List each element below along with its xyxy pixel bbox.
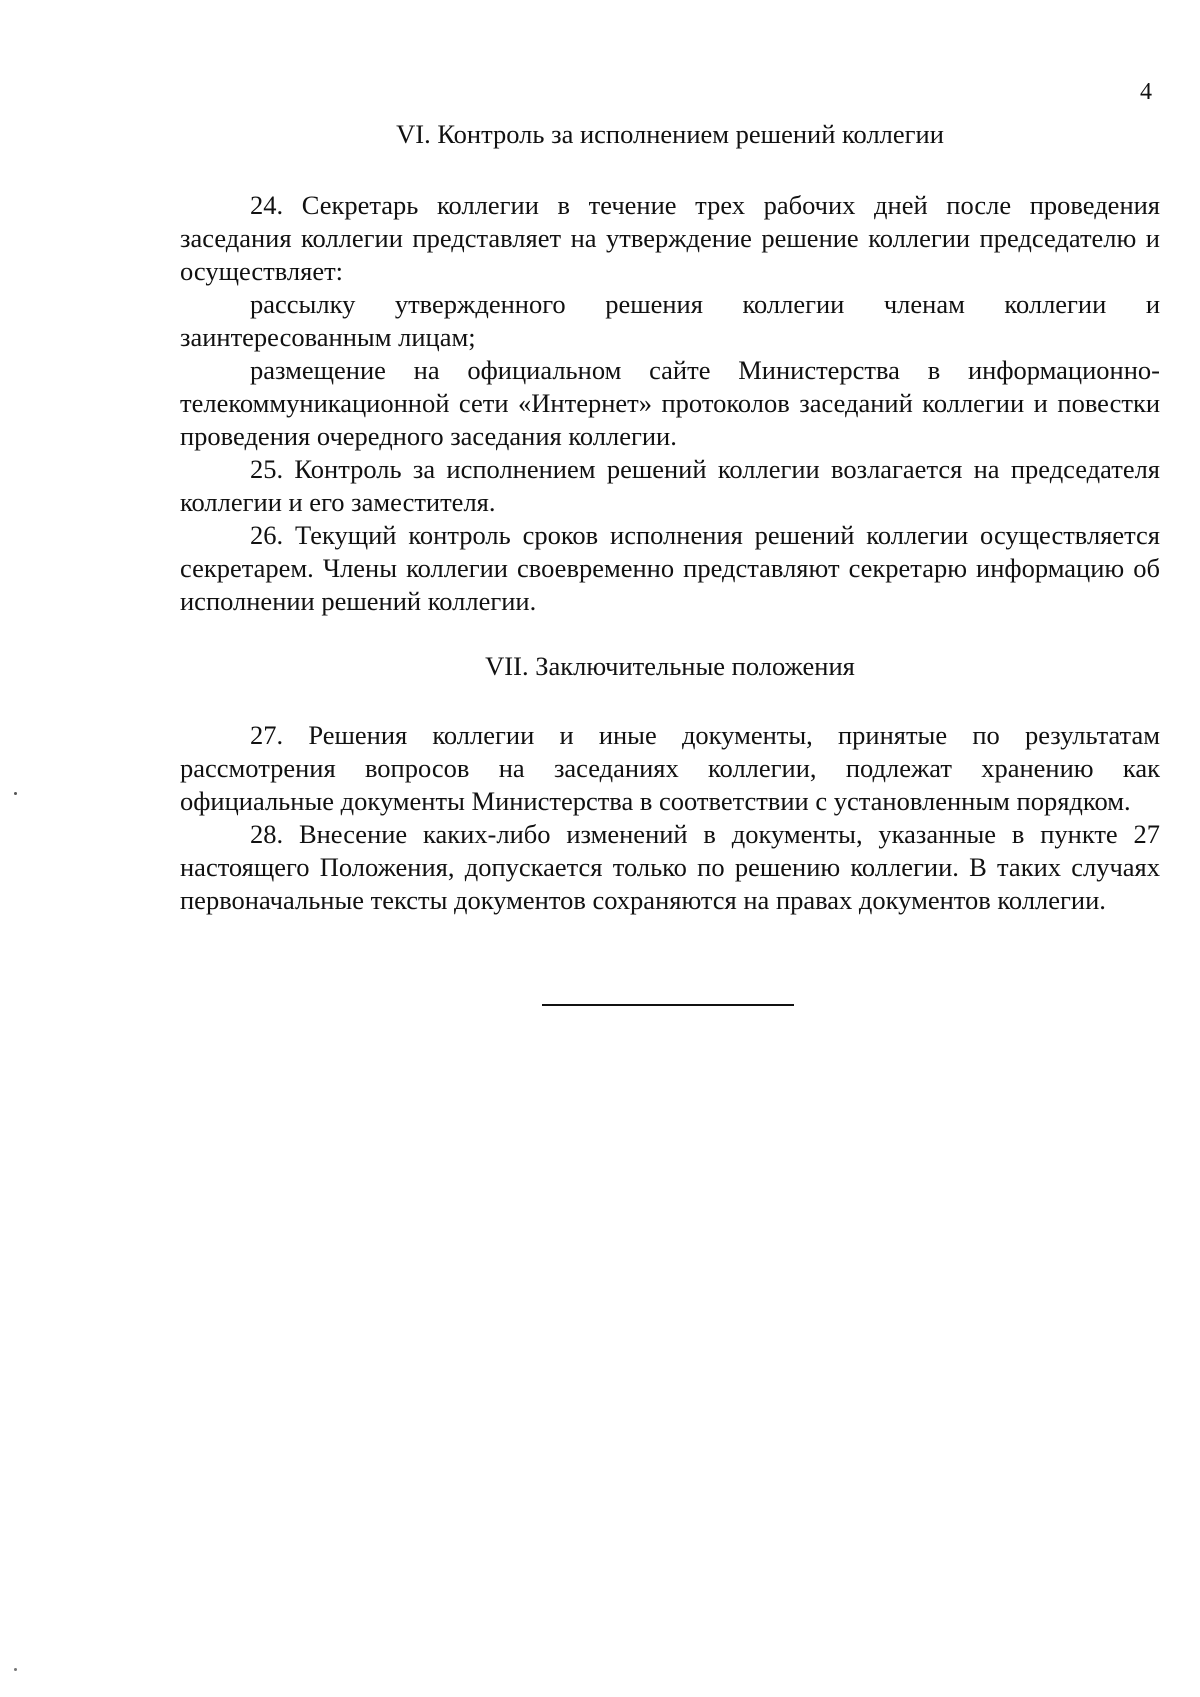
end-of-document-rule	[542, 1004, 794, 1006]
page-number: 4	[1140, 79, 1152, 105]
paragraph-28: 28. Внесение каких-либо изменений в документы, указанные в пункте 27 настоящего Положения, допускается только по решению коллегии. В таких случаях первоначальные тексты документов сохраняются на правах документов коллегии.	[180, 819, 1160, 915]
section-heading-vii: VII. Заключительные положения	[485, 651, 855, 681]
paragraph-mailing: рассылку утвержденного решения коллегии членам коллегии и заинтересованным лицам;	[180, 289, 1160, 352]
section-heading-vi: VI. Контроль за исполнением решений коллегии	[396, 119, 944, 149]
document-body	[180, 118, 1160, 917]
paragraph-website-publication: размещение на официальном сайте Министерства в информационно-телекоммуникационной сети «Интернет» протоколов заседаний коллегии и повестки проведения очередного заседания коллегии.	[180, 355, 1160, 451]
paragraph-26: 26. Текущий контроль сроков исполнения решений коллегии осуществляется секретарем. Члены коллегии своевременно представляют секретарю информацию об исполнении решений коллегии.	[180, 520, 1160, 616]
paragraph-27: 27. Решения коллегии и иные документы, принятые по результатам рассмотрения вопросов на заседаниях коллегии, подлежат хранению как официальные документы Министерства в соответствии с установленным порядком.	[180, 720, 1160, 816]
paragraph-25: 25. Контроль за исполнением решений коллегии возлагается на председателя коллегии и его заместителя.	[180, 454, 1160, 517]
scan-speck	[14, 792, 17, 795]
scan-speck	[14, 1668, 17, 1671]
paragraph-24: 24. Секретарь коллегии в течение трех рабочих дней после проведения заседания коллегии представляет на утверждение решение коллегии председателю и осуществляет:	[180, 190, 1160, 286]
